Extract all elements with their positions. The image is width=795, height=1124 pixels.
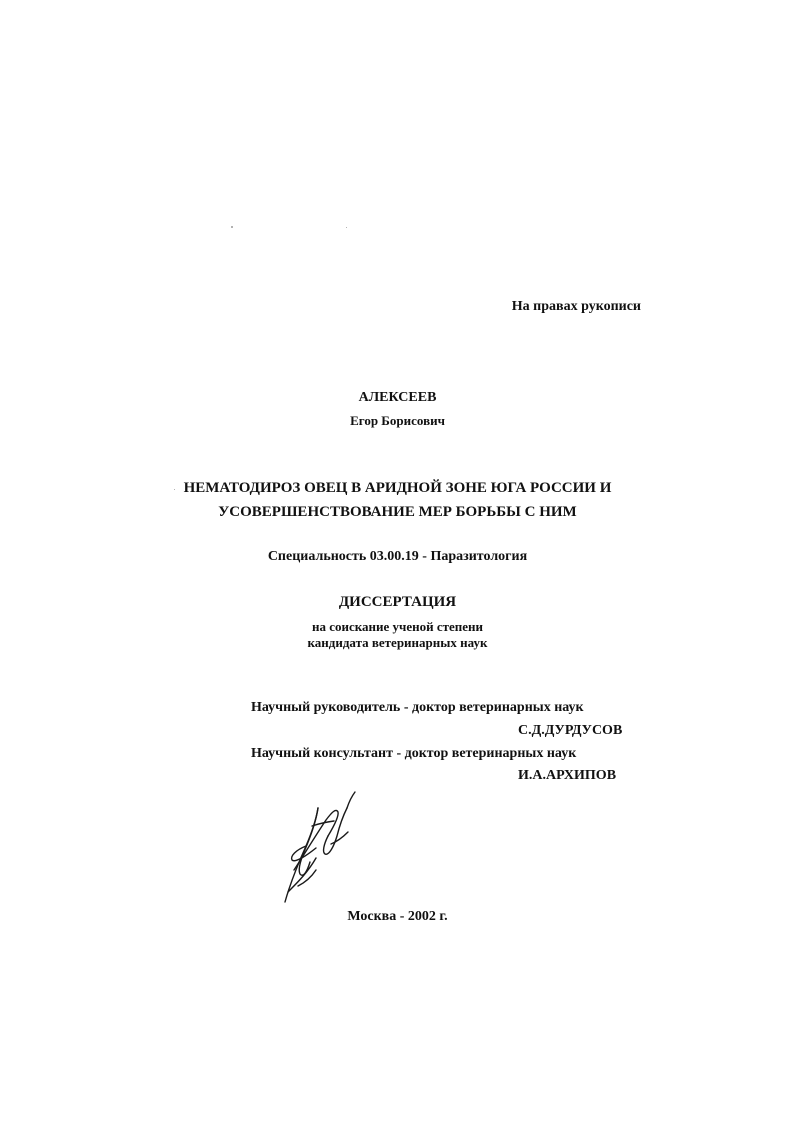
consultant-role: Научный консультант - доктор ветеринарных наук: [251, 746, 577, 761]
supervisor-name: С.Д.ДУРДУСОВ: [518, 723, 623, 738]
degree-purpose-line-1: на соискание ученой степени: [311, 619, 484, 634]
scan-speck: [231, 226, 233, 228]
author-name: Егор Борисович: [350, 413, 445, 428]
scan-speck: [346, 227, 347, 228]
supervisor-role: Научный руководитель - доктор ветеринарных наук: [251, 700, 584, 715]
document-type: ДИССЕРТАЦИЯ: [338, 594, 457, 610]
consultant-name: И.А.АРХИПОВ: [518, 768, 617, 783]
degree-purpose-line-2: кандидата ветеринарных наук: [307, 635, 488, 650]
author-surname: АЛЕКСЕЕВ: [358, 390, 437, 405]
place-and-year: Москва - 2002 г.: [347, 909, 448, 924]
manuscript-note: На правах рукописи: [511, 299, 641, 314]
specialty: Специальность 03.00.19 - Паразитология: [267, 549, 528, 564]
handwritten-signature-icon: [276, 786, 360, 910]
thesis-title-line-2: УСОВЕРШЕНСТВОВАНИЕ МЕР БОРЬБЫ С НИМ: [218, 504, 577, 520]
thesis-title-line-1: НЕМАТОДИРОЗ ОВЕЦ В АРИДНОЙ ЗОНЕ ЮГА РОССИИ И: [183, 480, 612, 496]
